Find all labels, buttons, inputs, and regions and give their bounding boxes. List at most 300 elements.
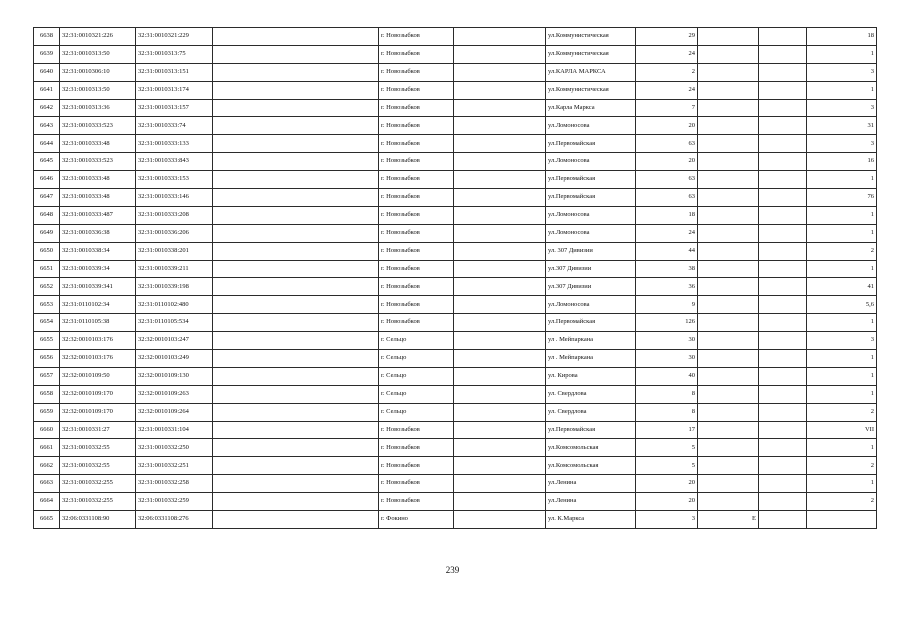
street-cell: ул.307 Дивизии: [546, 278, 636, 296]
empty-cell: [759, 475, 807, 493]
table-row: [34, 153, 877, 171]
apartment-number-cell: 1: [807, 171, 877, 189]
land-cadastral-number-cell: 32:31:0010332:55: [60, 457, 136, 475]
empty-cell: [213, 135, 379, 153]
city-cell: г. Сельцо: [379, 385, 454, 403]
land-cadastral-number-cell: 32:32:0010103:176: [60, 332, 136, 350]
registry-table-body: [34, 28, 877, 529]
object-cadastral-number-cell: 32:32:0010103:249: [136, 350, 213, 368]
house-number-cell: 44: [636, 242, 698, 260]
table-row: [34, 206, 877, 224]
building-letter-cell: [698, 153, 759, 171]
row-number-cell: 6663: [34, 475, 60, 493]
empty-cell: [759, 296, 807, 314]
land-cadastral-number-cell: 32:31:0010338:34: [60, 242, 136, 260]
land-cadastral-number-cell: 32:31:0010332:55: [60, 439, 136, 457]
city-cell: г. Новозыбков: [379, 260, 454, 278]
city-cell: г. Новозыбков: [379, 45, 454, 63]
street-cell: ул.Комсомольская: [546, 439, 636, 457]
empty-cell: [213, 153, 379, 171]
city-cell: г. Сельцо: [379, 403, 454, 421]
land-cadastral-number-cell: 32:32:0010109:170: [60, 403, 136, 421]
house-number-cell: 20: [636, 475, 698, 493]
street-cell: ул.Коммунистическая: [546, 28, 636, 46]
building-letter-cell: [698, 278, 759, 296]
apartment-number-cell: 1: [807, 385, 877, 403]
building-letter-cell: [698, 99, 759, 117]
page-number: 239: [445, 565, 460, 575]
city-cell: г. Новозыбков: [379, 99, 454, 117]
building-letter-cell: [698, 314, 759, 332]
house-number-cell: 36: [636, 278, 698, 296]
apartment-number-cell: 76: [807, 189, 877, 207]
empty-cell: [454, 314, 546, 332]
object-cadastral-number-cell: 32:31:0010339:211: [136, 260, 213, 278]
city-cell: г. Новозыбков: [379, 153, 454, 171]
table-row: [34, 45, 877, 63]
street-cell: ул.КАРЛА МАРКСА: [546, 63, 636, 81]
empty-cell: [759, 45, 807, 63]
building-letter-cell: [698, 206, 759, 224]
street-cell: ул. Кирова: [546, 367, 636, 385]
table-row: [34, 189, 877, 207]
empty-cell: [213, 117, 379, 135]
table-row: [34, 403, 877, 421]
building-letter-cell: [698, 117, 759, 135]
apartment-number-cell: VII: [807, 421, 877, 439]
empty-cell: [759, 493, 807, 511]
land-cadastral-number-cell: 32:31:0010339:34: [60, 260, 136, 278]
table-row: [34, 350, 877, 368]
row-number-cell: 6647: [34, 189, 60, 207]
land-cadastral-number-cell: 32:31:0010333:48: [60, 189, 136, 207]
table-row: [34, 81, 877, 99]
empty-cell: [454, 332, 546, 350]
land-cadastral-number-cell: 32:31:0110102:34: [60, 296, 136, 314]
apartment-number-cell: 2: [807, 403, 877, 421]
city-cell: г. Новозыбков: [379, 28, 454, 46]
land-cadastral-number-cell: 32:31:0010313:50: [60, 81, 136, 99]
empty-cell: [759, 367, 807, 385]
building-letter-cell: [698, 242, 759, 260]
row-number-cell: 6654: [34, 314, 60, 332]
empty-cell: [454, 171, 546, 189]
empty-cell: [454, 153, 546, 171]
empty-cell: [454, 457, 546, 475]
empty-cell: [454, 117, 546, 135]
house-number-cell: 24: [636, 45, 698, 63]
row-number-cell: 6660: [34, 421, 60, 439]
house-number-cell: 20: [636, 153, 698, 171]
street-cell: ул.Ломоносова: [546, 117, 636, 135]
object-cadastral-number-cell: 32:31:0010313:75: [136, 45, 213, 63]
empty-cell: [759, 457, 807, 475]
row-number-cell: 6651: [34, 260, 60, 278]
empty-cell: [213, 63, 379, 81]
table-row: [34, 242, 877, 260]
empty-cell: [759, 153, 807, 171]
city-cell: г. Новозыбков: [379, 421, 454, 439]
apartment-number-cell: 1: [807, 81, 877, 99]
apartment-number-cell: [807, 511, 877, 529]
street-cell: ул.Комсомольская: [546, 457, 636, 475]
apartment-number-cell: 1: [807, 475, 877, 493]
object-cadastral-number-cell: 32:31:0010333:133: [136, 135, 213, 153]
land-cadastral-number-cell: 32:31:0010331:27: [60, 421, 136, 439]
row-number-cell: 6649: [34, 224, 60, 242]
table-row: [34, 439, 877, 457]
city-cell: г. Новозыбков: [379, 296, 454, 314]
building-letter-cell: [698, 260, 759, 278]
table-row: [34, 296, 877, 314]
row-number-cell: 6665: [34, 511, 60, 529]
row-number-cell: 6653: [34, 296, 60, 314]
empty-cell: [454, 296, 546, 314]
empty-cell: [759, 224, 807, 242]
table-row: [34, 332, 877, 350]
empty-cell: [454, 99, 546, 117]
city-cell: г. Новозыбков: [379, 81, 454, 99]
apartment-number-cell: 3: [807, 332, 877, 350]
object-cadastral-number-cell: 32:31:0010332:258: [136, 475, 213, 493]
building-letter-cell: [698, 28, 759, 46]
building-letter-cell: [698, 189, 759, 207]
land-cadastral-number-cell: 32:31:0010339:341: [60, 278, 136, 296]
table-row: [34, 457, 877, 475]
object-cadastral-number-cell: 32:32:0010103:247: [136, 332, 213, 350]
street-cell: ул.Карла Маркса: [546, 99, 636, 117]
land-cadastral-number-cell: 32:31:0010332:255: [60, 493, 136, 511]
row-number-cell: 6648: [34, 206, 60, 224]
city-cell: г. Новозыбков: [379, 171, 454, 189]
empty-cell: [213, 171, 379, 189]
empty-cell: [759, 260, 807, 278]
street-cell: ул. К.Маркса: [546, 511, 636, 529]
object-cadastral-number-cell: 32:32:0010109:264: [136, 403, 213, 421]
building-letter-cell: [698, 63, 759, 81]
building-letter-cell: [698, 439, 759, 457]
empty-cell: [759, 439, 807, 457]
house-number-cell: 63: [636, 189, 698, 207]
empty-cell: [454, 493, 546, 511]
apartment-number-cell: 5,6: [807, 296, 877, 314]
street-cell: ул.Ломоносова: [546, 153, 636, 171]
apartment-number-cell: 2: [807, 242, 877, 260]
empty-cell: [213, 99, 379, 117]
building-letter-cell: [698, 403, 759, 421]
city-cell: г. Новозыбков: [379, 439, 454, 457]
apartment-number-cell: 1: [807, 350, 877, 368]
building-letter-cell: [698, 457, 759, 475]
empty-cell: [213, 278, 379, 296]
city-cell: г. Сельцо: [379, 367, 454, 385]
apartment-number-cell: 2: [807, 493, 877, 511]
land-cadastral-number-cell: 32:06:0331108:90: [60, 511, 136, 529]
table-row: [34, 117, 877, 135]
empty-cell: [213, 242, 379, 260]
empty-cell: [213, 260, 379, 278]
row-number-cell: 6645: [34, 153, 60, 171]
land-cadastral-number-cell: 32:31:0010332:255: [60, 475, 136, 493]
land-cadastral-number-cell: 32:32:0010109:170: [60, 385, 136, 403]
land-cadastral-number-cell: 32:31:0010333:48: [60, 171, 136, 189]
row-number-cell: 6658: [34, 385, 60, 403]
street-cell: ул . Мейпаркана: [546, 332, 636, 350]
house-number-cell: 5: [636, 457, 698, 475]
object-cadastral-number-cell: 32:31:0010333:146: [136, 189, 213, 207]
object-cadastral-number-cell: 32:31:0010333:74: [136, 117, 213, 135]
house-number-cell: 7: [636, 99, 698, 117]
empty-cell: [454, 28, 546, 46]
city-cell: г. Новозыбков: [379, 493, 454, 511]
building-letter-cell: [698, 81, 759, 99]
empty-cell: [454, 189, 546, 207]
row-number-cell: 6643: [34, 117, 60, 135]
street-cell: ул. Свердлова: [546, 385, 636, 403]
street-cell: ул.Коммунистическая: [546, 81, 636, 99]
city-cell: г. Новозыбков: [379, 206, 454, 224]
apartment-number-cell: 1: [807, 224, 877, 242]
empty-cell: [759, 206, 807, 224]
city-cell: г. Новозыбков: [379, 475, 454, 493]
table-row: [34, 278, 877, 296]
apartment-number-cell: 1: [807, 439, 877, 457]
empty-cell: [759, 314, 807, 332]
table-row: [34, 475, 877, 493]
object-cadastral-number-cell: 32:32:0010109:263: [136, 385, 213, 403]
empty-cell: [759, 63, 807, 81]
empty-cell: [759, 135, 807, 153]
object-cadastral-number-cell: 32:31:0010332:251: [136, 457, 213, 475]
table-row: [34, 493, 877, 511]
street-cell: ул.Первомайская: [546, 189, 636, 207]
empty-cell: [213, 475, 379, 493]
empty-cell: [454, 278, 546, 296]
row-number-cell: 6638: [34, 28, 60, 46]
house-number-cell: 3: [636, 511, 698, 529]
object-cadastral-number-cell: 32:31:0010331:104: [136, 421, 213, 439]
table-row: [34, 171, 877, 189]
apartment-number-cell: 16: [807, 153, 877, 171]
empty-cell: [454, 350, 546, 368]
land-cadastral-number-cell: 32:31:0010333:48: [60, 135, 136, 153]
object-cadastral-number-cell: 32:31:0110105:534: [136, 314, 213, 332]
registry-table: [33, 27, 877, 529]
object-cadastral-number-cell: 32:31:0010313:174: [136, 81, 213, 99]
building-letter-cell: Е: [698, 511, 759, 529]
house-number-cell: 8: [636, 403, 698, 421]
street-cell: ул.Ломоносова: [546, 224, 636, 242]
table-row: [34, 385, 877, 403]
empty-cell: [759, 81, 807, 99]
apartment-number-cell: 1: [807, 314, 877, 332]
city-cell: г. Новозыбков: [379, 135, 454, 153]
empty-cell: [213, 350, 379, 368]
row-number-cell: 6656: [34, 350, 60, 368]
street-cell: ул.Первомайская: [546, 421, 636, 439]
empty-cell: [454, 45, 546, 63]
building-letter-cell: [698, 45, 759, 63]
empty-cell: [454, 260, 546, 278]
empty-cell: [759, 332, 807, 350]
table-row: [34, 28, 877, 46]
empty-cell: [759, 278, 807, 296]
house-number-cell: 24: [636, 81, 698, 99]
empty-cell: [454, 242, 546, 260]
object-cadastral-number-cell: 32:31:0010321:229: [136, 28, 213, 46]
apartment-number-cell: 18: [807, 28, 877, 46]
building-letter-cell: [698, 367, 759, 385]
land-cadastral-number-cell: 32:31:0010333:523: [60, 117, 136, 135]
empty-cell: [213, 296, 379, 314]
street-cell: ул.Первомайская: [546, 171, 636, 189]
house-number-cell: 40: [636, 367, 698, 385]
empty-cell: [454, 439, 546, 457]
house-number-cell: 5: [636, 439, 698, 457]
city-cell: г. Сельцо: [379, 350, 454, 368]
house-number-cell: 9: [636, 296, 698, 314]
empty-cell: [213, 439, 379, 457]
city-cell: г. Новозыбков: [379, 224, 454, 242]
row-number-cell: 6657: [34, 367, 60, 385]
empty-cell: [454, 475, 546, 493]
object-cadastral-number-cell: 32:06:0331108:276: [136, 511, 213, 529]
street-cell: ул. 307 Дивизии: [546, 242, 636, 260]
table-row: [34, 511, 877, 529]
empty-cell: [213, 403, 379, 421]
empty-cell: [759, 99, 807, 117]
empty-cell: [454, 81, 546, 99]
empty-cell: [213, 206, 379, 224]
street-cell: ул.Ломоносова: [546, 296, 636, 314]
building-letter-cell: [698, 224, 759, 242]
object-cadastral-number-cell: 32:31:0110102:480: [136, 296, 213, 314]
land-cadastral-number-cell: 32:32:0010109:50: [60, 367, 136, 385]
house-number-cell: 8: [636, 385, 698, 403]
object-cadastral-number-cell: 32:31:0010338:201: [136, 242, 213, 260]
empty-cell: [213, 224, 379, 242]
building-letter-cell: [698, 171, 759, 189]
land-cadastral-number-cell: 32:31:0010313:36: [60, 99, 136, 117]
street-cell: ул.Коммунистическая: [546, 45, 636, 63]
apartment-number-cell: 41: [807, 278, 877, 296]
street-cell: ул.Первомайская: [546, 135, 636, 153]
row-number-cell: 6646: [34, 171, 60, 189]
table-row: [34, 260, 877, 278]
city-cell: г. Новозыбков: [379, 189, 454, 207]
empty-cell: [759, 189, 807, 207]
building-letter-cell: [698, 135, 759, 153]
street-cell: ул.Ломоносова: [546, 206, 636, 224]
house-number-cell: 2: [636, 63, 698, 81]
land-cadastral-number-cell: 32:31:0010336:38: [60, 224, 136, 242]
row-number-cell: 6642: [34, 99, 60, 117]
building-letter-cell: [698, 421, 759, 439]
apartment-number-cell: 2: [807, 457, 877, 475]
table-row: [34, 224, 877, 242]
empty-cell: [213, 81, 379, 99]
apartment-number-cell: 1: [807, 367, 877, 385]
object-cadastral-number-cell: 32:31:0010333:208: [136, 206, 213, 224]
object-cadastral-number-cell: 32:31:0010313:157: [136, 99, 213, 117]
empty-cell: [759, 403, 807, 421]
row-number-cell: 6641: [34, 81, 60, 99]
object-cadastral-number-cell: 32:31:0010332:259: [136, 493, 213, 511]
row-number-cell: 6644: [34, 135, 60, 153]
empty-cell: [454, 224, 546, 242]
building-letter-cell: [698, 385, 759, 403]
empty-cell: [213, 28, 379, 46]
house-number-cell: 30: [636, 350, 698, 368]
city-cell: г. Фокино: [379, 511, 454, 529]
house-number-cell: 24: [636, 224, 698, 242]
row-number-cell: 6652: [34, 278, 60, 296]
object-cadastral-number-cell: 32:31:0010333:843: [136, 153, 213, 171]
house-number-cell: 30: [636, 332, 698, 350]
land-cadastral-number-cell: 32:31:0010306:10: [60, 63, 136, 81]
city-cell: г. Новозыбков: [379, 457, 454, 475]
apartment-number-cell: 1: [807, 260, 877, 278]
empty-cell: [213, 367, 379, 385]
house-number-cell: 18: [636, 206, 698, 224]
street-cell: ул.Ленина: [546, 475, 636, 493]
city-cell: г. Новозыбков: [379, 63, 454, 81]
city-cell: г. Новозыбков: [379, 117, 454, 135]
row-number-cell: 6655: [34, 332, 60, 350]
row-number-cell: 6639: [34, 45, 60, 63]
house-number-cell: 38: [636, 260, 698, 278]
apartment-number-cell: 1: [807, 206, 877, 224]
empty-cell: [213, 493, 379, 511]
city-cell: г. Сельцо: [379, 332, 454, 350]
table-row: [34, 63, 877, 81]
empty-cell: [454, 511, 546, 529]
row-number-cell: 6661: [34, 439, 60, 457]
land-cadastral-number-cell: 32:31:0010333:523: [60, 153, 136, 171]
apartment-number-cell: 3: [807, 99, 877, 117]
empty-cell: [213, 314, 379, 332]
land-cadastral-number-cell: 32:31:0010313:50: [60, 45, 136, 63]
object-cadastral-number-cell: 32:32:0010109:130: [136, 367, 213, 385]
street-cell: ул.Ленина: [546, 493, 636, 511]
house-number-cell: 126: [636, 314, 698, 332]
empty-cell: [213, 385, 379, 403]
object-cadastral-number-cell: 32:31:0010333:153: [136, 171, 213, 189]
empty-cell: [759, 511, 807, 529]
empty-cell: [454, 206, 546, 224]
empty-cell: [213, 189, 379, 207]
house-number-cell: 20: [636, 117, 698, 135]
building-letter-cell: [698, 332, 759, 350]
table-row: [34, 421, 877, 439]
city-cell: г. Новозыбков: [379, 242, 454, 260]
empty-cell: [759, 242, 807, 260]
land-cadastral-number-cell: 32:31:0010321:226: [60, 28, 136, 46]
street-cell: ул.307 Дивизии: [546, 260, 636, 278]
land-cadastral-number-cell: 32:32:0010103:176: [60, 350, 136, 368]
table-row: [34, 99, 877, 117]
table-row: [34, 314, 877, 332]
apartment-number-cell: 3: [807, 63, 877, 81]
empty-cell: [454, 63, 546, 81]
city-cell: г. Новозыбков: [379, 278, 454, 296]
object-cadastral-number-cell: 32:31:0010336:206: [136, 224, 213, 242]
building-letter-cell: [698, 350, 759, 368]
row-number-cell: 6659: [34, 403, 60, 421]
table-row: [34, 135, 877, 153]
empty-cell: [213, 421, 379, 439]
building-letter-cell: [698, 475, 759, 493]
